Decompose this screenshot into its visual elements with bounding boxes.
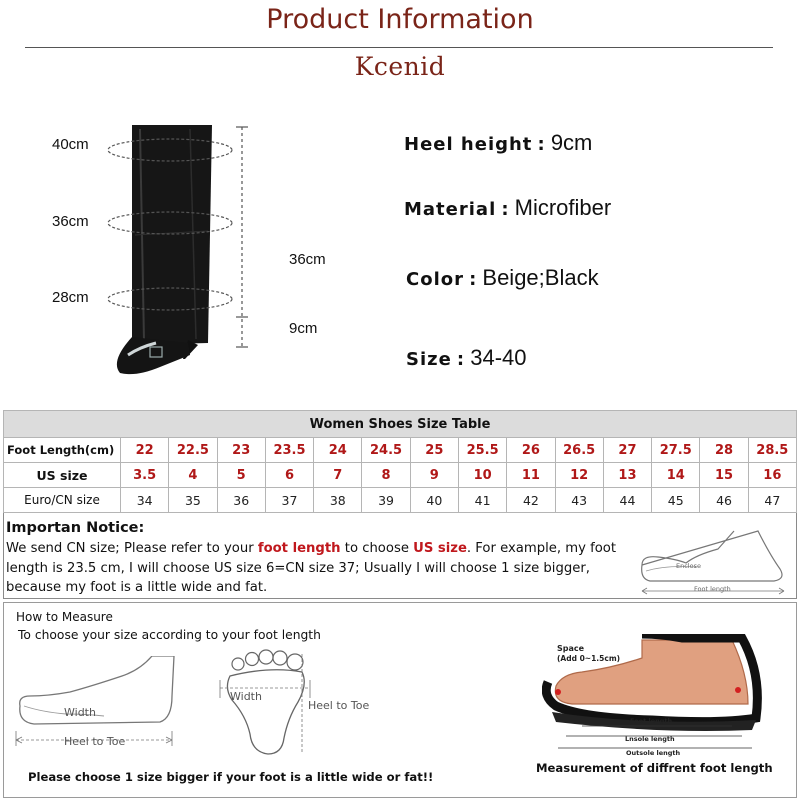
spec-key: Size	[406, 349, 452, 370]
spec-color	[406, 265, 599, 291]
size-cell: 40	[410, 488, 458, 513]
size-cell: 41	[458, 488, 506, 513]
header-divider	[25, 47, 773, 48]
size-cell: 22	[121, 438, 169, 463]
size-cell: 24	[314, 438, 362, 463]
size-cell: 46	[700, 488, 748, 513]
size-cell: 8	[362, 463, 410, 488]
size-cell: 22.5	[169, 438, 217, 463]
dim-shaft-height: 36cm	[289, 251, 326, 268]
row-label: Foot Length(cm)	[4, 438, 121, 463]
top-foot-outline	[227, 670, 304, 754]
size-cell: 10	[458, 463, 506, 488]
size-cell: 44	[603, 488, 651, 513]
spec-key: Color	[406, 269, 464, 290]
size-row-foot-length	[4, 438, 797, 463]
size-cell: 28	[700, 438, 748, 463]
label-enclose: Enclose	[676, 562, 701, 570]
spec-separator: :	[537, 134, 546, 155]
size-row-euro-cn	[4, 488, 797, 513]
space-range-label	[557, 654, 620, 663]
spec-separator: :	[469, 269, 478, 290]
foot-shape	[555, 640, 748, 704]
size-cell: 11	[507, 463, 555, 488]
size-cell: 24.5	[362, 438, 410, 463]
notice-text-part: . For example, my foot length is 23.5 cm, I will choose US size 6=CN size 37; Usually I will choose 1 size bigger, because my foot is a little wide and fat.	[6, 541, 617, 596]
notice-heading: Importan Notice:	[6, 520, 145, 536]
side-heel-to-toe-label: Heel to Toe	[64, 735, 126, 748]
size-table	[3, 410, 797, 513]
size-cell: 35	[169, 488, 217, 513]
notice-highlight-us-size: US size	[413, 541, 467, 556]
size-cell: 28.5	[748, 438, 796, 463]
size-cell: 25	[410, 438, 458, 463]
row-label: US size	[4, 463, 121, 488]
size-cell: 12	[555, 463, 603, 488]
side-foot-outline	[20, 656, 174, 724]
notice-text-part: to choose	[340, 541, 414, 556]
size-cell: 37	[265, 488, 313, 513]
spec-separator: :	[456, 349, 466, 370]
spec-value: 9cm	[550, 130, 593, 155]
size-cell: 45	[652, 488, 700, 513]
size-cell: 14	[652, 463, 700, 488]
side-width-label: Width	[64, 706, 96, 719]
shoe-foot-length-label: Foot length	[630, 717, 673, 725]
space-range-value: (Add 0~1.5cm)	[557, 654, 621, 663]
spec-material	[404, 195, 611, 221]
foot-outline	[642, 531, 782, 581]
measure-instruction: To choose your size according to your foot length	[18, 628, 321, 642]
size-cell: 15	[700, 463, 748, 488]
size-row-us	[4, 463, 797, 488]
brand-name: Kcenid	[354, 52, 446, 81]
size-cell: 26.5	[555, 438, 603, 463]
spec-key: Material	[404, 199, 497, 220]
top-heel-to-toe-label: Heel to Toe	[308, 699, 370, 712]
shoe-insole-label: Lnsole length	[625, 735, 675, 743]
spec-value: 34-40	[470, 345, 527, 370]
size-cell: 27	[603, 438, 651, 463]
size-cell: 13	[603, 463, 651, 488]
size-cell: 34	[121, 488, 169, 513]
row-label: Euro/CN size	[4, 488, 121, 513]
dim-bottom-circumference: 28cm	[52, 289, 89, 306]
size-cell: 38	[314, 488, 362, 513]
label-foot-length: Foot length	[694, 585, 731, 593]
measure-footer-note: Please choose 1 size bigger if your foot is a little wide or fat!!	[28, 770, 434, 784]
dim-middle-circumference: 36cm	[52, 213, 89, 230]
size-cell: 25.5	[458, 438, 506, 463]
dim-heel-height: 9cm	[289, 320, 318, 337]
spec-separator: :	[501, 199, 510, 220]
size-cell: 23	[217, 438, 265, 463]
measure-heading: How to Measure	[16, 610, 113, 624]
spec-key: Heel height	[404, 134, 533, 155]
measurement-caption: Measurement of diffrent foot length	[536, 761, 773, 775]
spec-heel-height	[404, 130, 592, 156]
shoe-outsole-label: Outsole length	[626, 749, 681, 757]
top-width-label: Width	[230, 690, 262, 703]
size-cell: 16	[748, 463, 796, 488]
size-cell: 27.5	[652, 438, 700, 463]
spec-value: Microfiber	[514, 195, 612, 220]
size-cell: 42	[507, 488, 555, 513]
spec-value: Beige;Black	[482, 265, 599, 290]
page-title: Product Information	[266, 4, 534, 35]
size-table-title: Women Shoes Size Table	[4, 411, 797, 438]
size-cell: 26	[507, 438, 555, 463]
size-cell: 43	[555, 488, 603, 513]
size-cell: 9	[410, 463, 458, 488]
size-cell: 23.5	[265, 438, 313, 463]
size-cell: 5	[217, 463, 265, 488]
size-cell: 7	[314, 463, 362, 488]
space-label: Space	[557, 644, 585, 653]
size-cell: 36	[217, 488, 265, 513]
notice-text	[6, 539, 631, 598]
notice-text-part: We send CN size; Please refer to your	[6, 541, 258, 556]
spec-size	[406, 345, 527, 371]
size-cell: 6	[265, 463, 313, 488]
size-cell: 3.5	[121, 463, 169, 488]
size-cell: 4	[169, 463, 217, 488]
dim-top-circumference: 40cm	[52, 136, 89, 153]
boot-illustration	[40, 115, 340, 385]
notice-highlight-foot-length: foot length	[257, 541, 341, 556]
size-cell: 47	[748, 488, 796, 513]
size-cell: 39	[362, 488, 410, 513]
